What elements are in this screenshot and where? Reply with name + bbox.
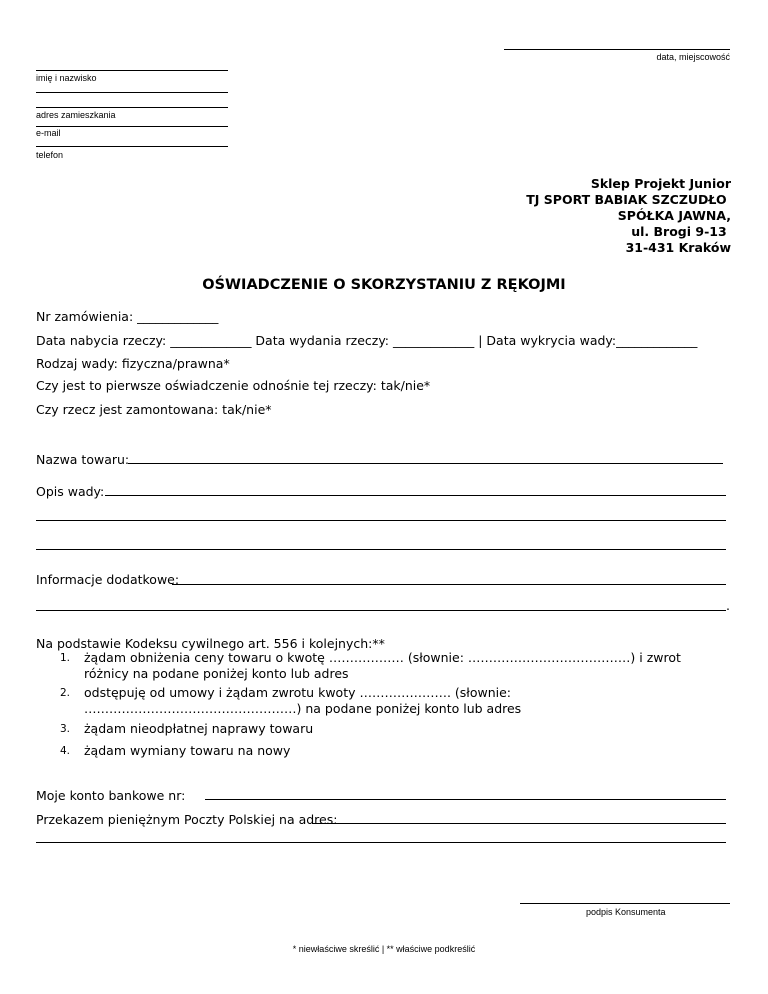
option-2-text[interactable]: odstępuję od umowy i żądam zwrotu kwoty …………………. (słownie: ……………………………………………) na podane poniżej konto lub adres — [84, 685, 522, 716]
date-place-label: data, miejscowość — [656, 52, 730, 62]
option-1-number: 1. — [60, 652, 71, 664]
recipient-line-5: 31-431 Kraków — [625, 240, 731, 255]
recipient-address — [526, 176, 731, 256]
option-4-text[interactable]: żądam wymiany towaru na nowy — [84, 743, 291, 758]
postal-order-line-1[interactable] — [313, 823, 726, 824]
address-line-1[interactable] — [36, 92, 228, 93]
additional-info-line-2[interactable] — [36, 610, 726, 611]
document-title: OŚWIADCZENIE O SKORZYSTANIU Z RĘKOJMI — [202, 277, 566, 293]
postal-order-line-2[interactable] — [36, 842, 726, 843]
defect-description-line-2[interactable] — [36, 520, 726, 521]
option-1-text[interactable]: żądam obniżenia ceny towaru o kwotę ……………… (słownie: …………………………………) i zwrot różnicy na podane poniżej konto lub adres — [84, 650, 681, 681]
dates-field[interactable]: Data nabycia rzeczy: _____________ Data wydania rzeczy: _____________ | Data wykrycia wady:_____________ — [36, 333, 698, 348]
first-statement-field[interactable]: Czy jest to pierwsze oświadczenie odnośnie tej rzeczy: tak/nie* — [36, 378, 431, 393]
footnote: * niewłaściwe skreślić | ** właściwe podkreślić — [292, 944, 476, 954]
recipient-line-3: SPÓŁKA JAWNA, — [617, 208, 731, 223]
postal-order-label: Przekazem pieniężnym Poczty Polskiej na adres: — [36, 812, 338, 827]
product-name-line[interactable] — [128, 463, 723, 464]
product-name-label: Nazwa towaru: — [36, 452, 130, 467]
option-3-number: 3. — [60, 723, 71, 735]
email-label: e-mail — [36, 128, 61, 138]
email-line[interactable] — [36, 126, 228, 127]
bank-account-line[interactable] — [205, 799, 726, 800]
bank-account-label: Moje konto bankowe nr: — [36, 788, 186, 803]
date-place-line[interactable] — [504, 49, 730, 50]
additional-info-line-1[interactable] — [172, 584, 726, 585]
option-4-number: 4. — [60, 745, 71, 757]
phone-label: telefon — [36, 150, 64, 160]
option-2-number: 2. — [60, 687, 71, 699]
legal-intro: Na podstawie Kodeksu cywilnego art. 556 i kolejnych:** — [36, 636, 385, 651]
recipient-line-1: Sklep Projekt Junior — [590, 176, 731, 191]
option-3-text[interactable]: żądam nieodpłatnej naprawy towaru — [84, 721, 314, 736]
address-label: adres zamieszkania — [36, 110, 116, 120]
defect-type-field[interactable]: Rodzaj wady: fizyczna/prawna* — [36, 356, 230, 371]
name-line[interactable] — [36, 70, 228, 71]
additional-info-end-dot: . — [726, 598, 730, 613]
order-number-field[interactable]: Nr zamówienia: _____________ — [36, 309, 219, 324]
signature-label: podpis Konsumenta — [586, 907, 666, 917]
defect-description-label: Opis wady: — [36, 484, 105, 499]
phone-line[interactable] — [36, 146, 228, 147]
recipient-line-4: ul. Brogi 9-13 — [631, 224, 731, 239]
defect-description-line-1[interactable] — [105, 495, 726, 496]
recipient-line-2: TJ SPORT BABIAK SZCZUDŁO — [526, 192, 731, 207]
name-label: imię i nazwisko — [36, 73, 97, 83]
mounted-field[interactable]: Czy rzecz jest zamontowana: tak/nie* — [36, 402, 272, 417]
additional-info-label: Informacje dodatkowe: — [36, 572, 180, 587]
defect-description-line-3[interactable] — [36, 549, 726, 550]
address-line-2[interactable] — [36, 107, 228, 108]
signature-line[interactable] — [520, 903, 730, 904]
